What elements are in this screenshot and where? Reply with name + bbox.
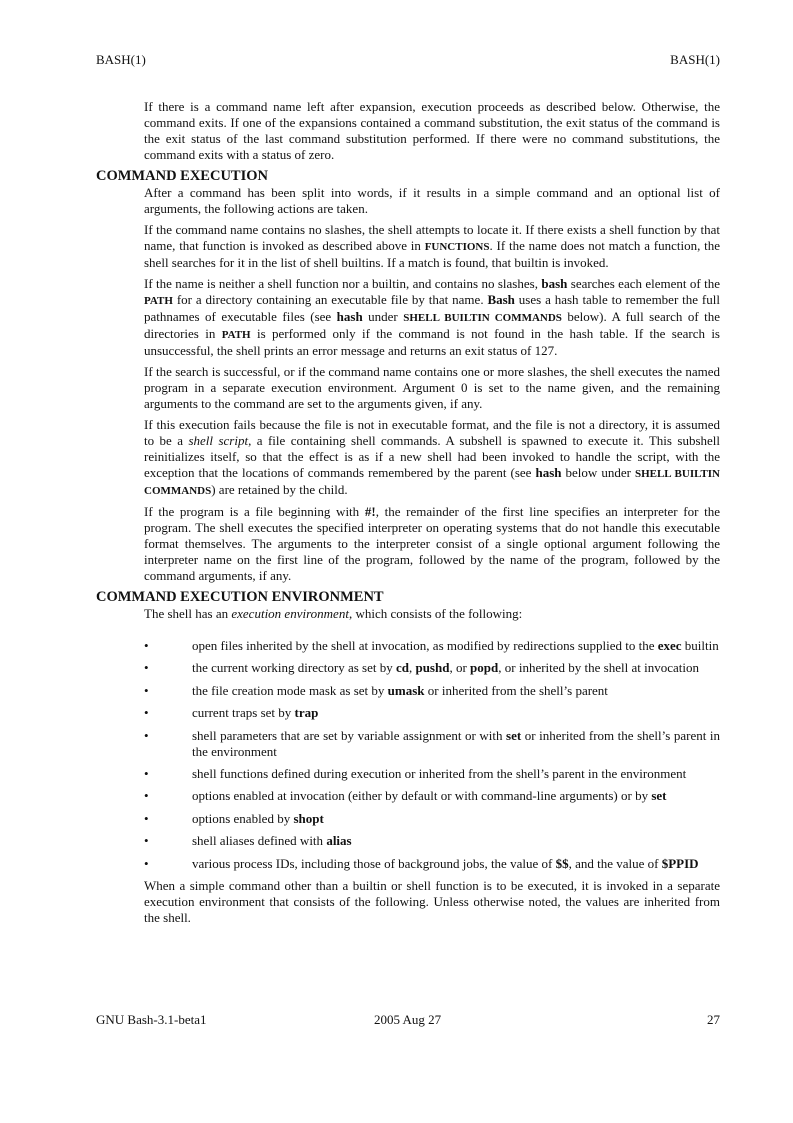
bullet-icon: • xyxy=(144,727,149,743)
footer-left: GNU Bash-3.1-beta1 xyxy=(96,1012,207,1027)
list-item: • shell functions defined during execution or inherited from the shell’s parent in the environment xyxy=(144,765,687,781)
list-item: • shell parameters that are set by variable assignment or with set or inherited from the shell’s parent in the environment xyxy=(144,727,720,759)
bullet-icon: • xyxy=(144,682,149,698)
man-page-body xyxy=(96,99,720,931)
bullet-icon: • xyxy=(144,638,149,653)
list-item: • options enabled at invocation (either by default or with command-line arguments) or by set xyxy=(144,788,667,804)
section-heading-command-execution: COMMAND EXECUTION xyxy=(96,168,268,184)
section-heading-execution-environment: COMMAND EXECUTION ENVIRONMENT xyxy=(96,589,384,605)
cmd-exec-paragraph-1: After a command has been split into words, if it results in a simple command and an optional list of arguments, the following actions are taken. xyxy=(144,185,720,216)
environment-list xyxy=(144,638,720,872)
bullet-icon: • xyxy=(144,855,149,871)
cmd-exec-paragraph-2: If the command name contains no slashes, the shell attempts to locate it. If there exists a shell function by that name, that function is invoked as described above in FUNCTIONS. If the name does not match a function, the shell searches for it in the list of shell builtins. If a match is found, that builtin is invoked. xyxy=(144,222,721,270)
bullet-icon: • xyxy=(144,788,149,804)
list-item: • various process IDs, including those of background jobs, the value of $$, and the value of $PPID xyxy=(144,855,699,871)
bullet-icon: • xyxy=(144,810,149,826)
bullet-icon: • xyxy=(144,833,149,849)
env-closing-paragraph: When a simple command other than a builtin or shell function is to be executed, it is invoked in a separate execution environment that consists of the following. Unless otherwise noted, the values are inherited from the shell. xyxy=(144,877,720,925)
list-item: • open files inherited by the shell at invocation, as modified by redirections supplied to the exec builtin xyxy=(144,638,719,653)
list-item: • the file creation mode mask as set by umask or inherited from the shell’s parent xyxy=(144,682,608,698)
list-item: • the current working directory as set by cd, pushd, or popd, or inherited by the shell at invocation xyxy=(144,660,699,676)
list-item: • current traps set by trap xyxy=(144,705,319,721)
env-intro-paragraph: The shell has an execution environment, which consists of the following: xyxy=(144,606,523,621)
intro-paragraph: If there is a command name left after expansion, execution proceeds as described below. Otherwise, the command exits. If one of the expansions contained a command substitution, the exit status of the command is the exit status of the last command substitution performed. If there were no command substitutions, the command exits with a status of zero. xyxy=(144,99,720,162)
cmd-exec-paragraph-5: If this execution fails because the file is not in executable format, and the file is not a directory, it is assumed to be a shell script, a file containing shell commands. A subshell is spawned to execute it. This subshell reinitializes itself, so that the effect is as if a new shell had been invoked to handle the script, with the exception that the locations of commands remembered by the parent (see hash below under SHELL BUILTIN COMMANDS) are retained by the child. xyxy=(144,417,721,497)
cmd-exec-paragraph-4: If the search is successful, or if the command name contains one or more slashes, the shell executes the named program in a separate execution environment. Argument 0 is set to the name given, and the remaining arguments to the command are set to the arguments given, if any. xyxy=(144,364,720,411)
bullet-icon: • xyxy=(144,705,149,721)
bullet-icon: • xyxy=(144,660,149,676)
header-right: BASH(1) xyxy=(670,52,720,67)
header-left: BASH(1) xyxy=(96,52,146,67)
ref-functions: FUNCTIONS xyxy=(424,241,490,253)
footer-center: 2005 Aug 27 xyxy=(374,1012,442,1027)
bullet-icon: • xyxy=(144,765,149,781)
page-number: 27 xyxy=(707,1012,720,1027)
list-item: • options enabled by shopt xyxy=(144,810,324,826)
cmd-exec-paragraph-6: If the program is a file beginning with #!, the remainder of the first line specifies an interpreter for the program. The shell executes the specified interpreter on operating systems that do not handle this executable format themselves. The arguments to the interpreter consist of a single optional argument following the interpreter name on the first line of the program, followed by the name of the program, followed by the command arguments, if any. xyxy=(144,504,720,583)
cmd-exec-paragraph-3: If the name is neither a shell function nor a builtin, and contains no slashes, bash searches each element of the PATH for a directory containing an executable file by that name. Bash uses a hash table to remember the full pathnames of executable files (see hash under SHELL BUILTIN COMMANDS below). A full search of the directories in PATH is performed only if the command is not found in the hash table. If the search is unsuccessful, the shell prints an error message and returns an exit status of 127. xyxy=(144,276,720,358)
list-item: • shell aliases defined with alias xyxy=(144,833,352,849)
